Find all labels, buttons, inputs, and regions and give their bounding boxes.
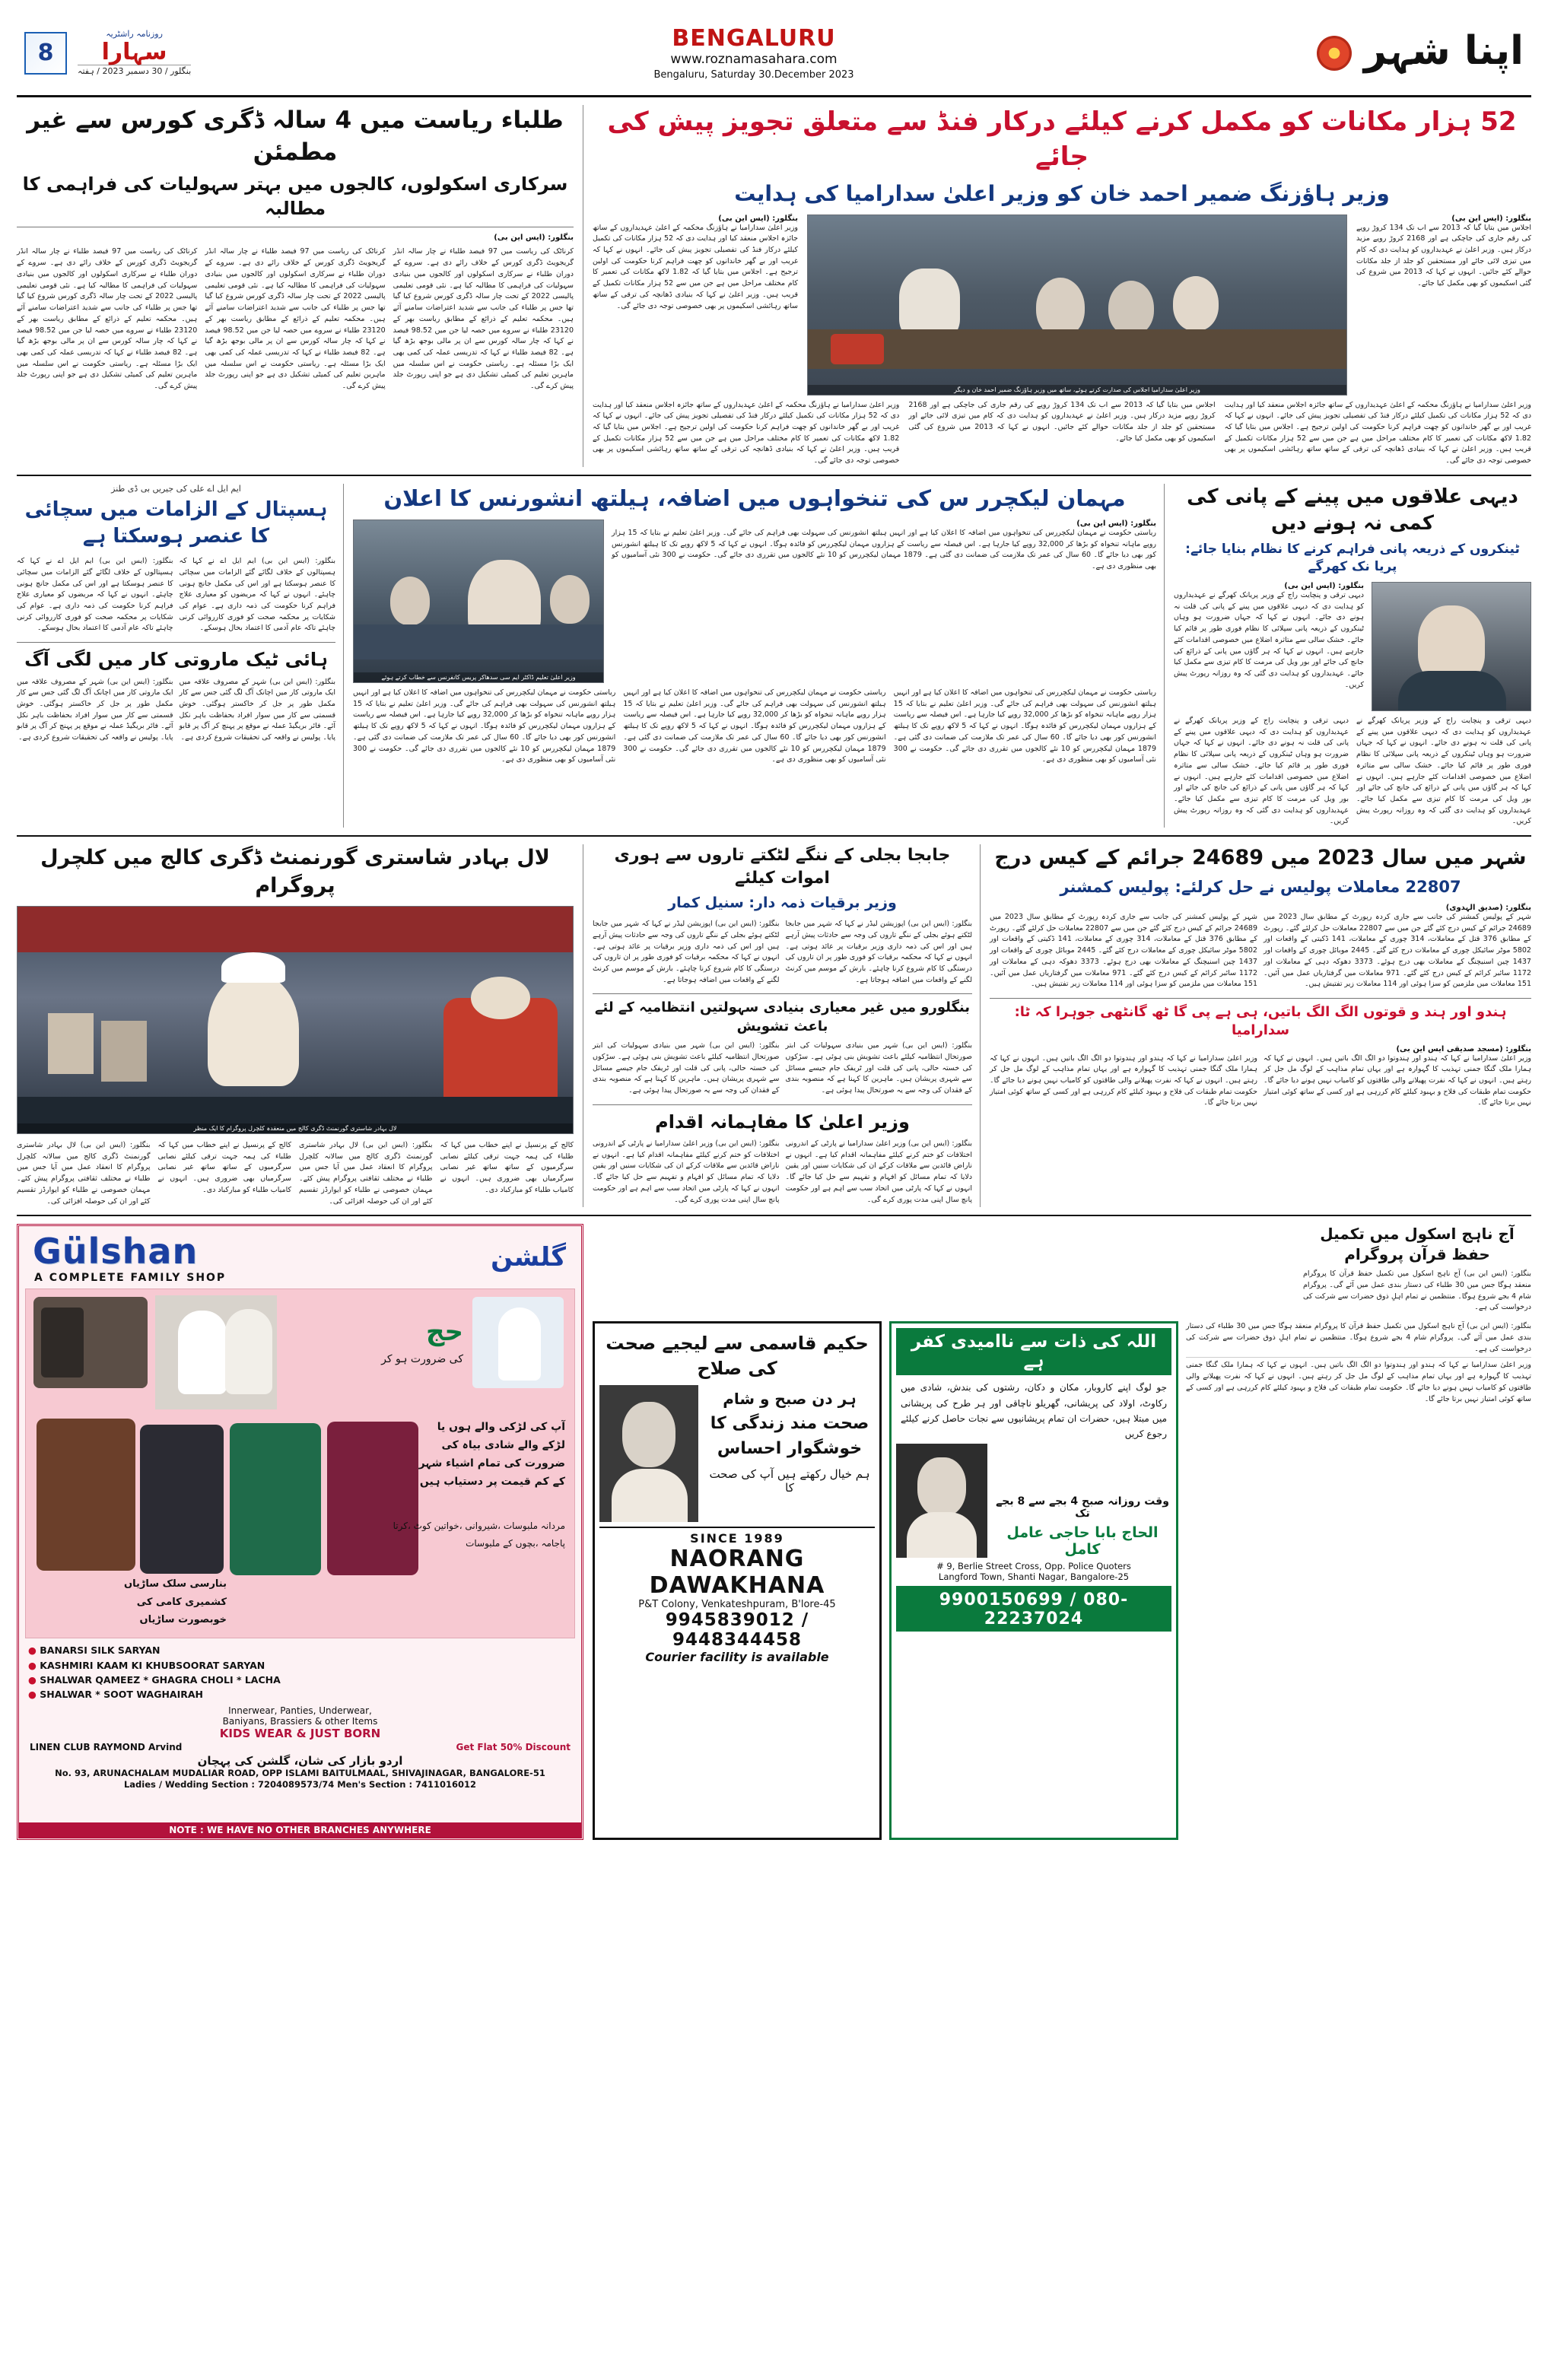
maruti-headline: ہائی ٹیک ماروتی کار میں لگی آگ: [24, 649, 328, 671]
college-body-4: کالج کے پرنسپل نے اپنے خطاب میں کہا کہ طلباء کی ہمہ جہت ترقی کیلئے نصابی سرگرمیوں کے ساتھ ساتھ غیر نصابی سرگرمیاں بھی ضروری ہیں۔ انہوں نے کامیاب طلباء کو مبارکباد دی۔: [440, 1141, 574, 1194]
gulshan-note: NOTE : WE HAVE NO OTHER BRANCHES ANYWHERE: [19, 1822, 581, 1838]
guest-byline: بنگلور: (ایس این بی): [1076, 520, 1156, 529]
article-quran: [1303, 1224, 1531, 1314]
gulshan-inner-line-2: Baniyans, Brassiers & other Items: [222, 1715, 378, 1727]
article-students: [17, 105, 583, 467]
cm-headline: وزیر اعلیٰ کا مفاہمانہ اقدام: [655, 1111, 910, 1133]
guest-photo-caption: وزیر اعلیٰ تعلیم ڈاکٹر ایم سی سدھاکر پریس کانفرنس سے خطاب کرتے ہوئے: [354, 672, 603, 682]
lead-body-extra3: وزیر اعلیٰ سدارامیا نے ہاؤزنگ محکمہ کے اعلیٰ عہدیداروں کے ساتھ جائزہ اجلاس منعقد کیا اور ہدایت دی کہ 52 ہزار مکانات کی تکمیل کیلئے درکار فنڈ کی تفصیلی تجویز پیش کی جائے۔ انہوں نے کہا کہ غریب اور بے گھر خاندانوں کو چھت فراہم کرنا حکومت کی اولین ترجیح ہے۔ اجلاس میں بتایا گیا کہ 1.82 لاکھ مکانات کی تعمیر کا کام مختلف مراحل میں ہے جن میں سے 52 ہزار مکانات تکمیل کے قریب ہیں۔ وزیر اعلیٰ نے کہا کہ بنیادی ڈھانچہ کی ترقی کے ساتھ ساتھ رہائشی اسکیموں پر بھی خصوصی توجہ دی جائے گی۔: [1224, 400, 1531, 466]
naorang-address: P&T Colony, Venkateshpuram, B'lore-45: [638, 1598, 836, 1610]
naorang-phone[interactable]: 9945839012 / 9448344458: [665, 1609, 809, 1650]
hospital-body-2: بنگلور: (ایس این بی) ایم ایل اے نے کہا کہ ہسپتالوں کے خلاف لگائے گئے الزامات میں سچائی کا عنصر ہوسکتا ہے اور اس کی مکمل جانچ ہونی چاہئے۔ انہوں نے کہا کہ مریضوں کو معیاری علاج فراہم کرنا حکومت کی ذمہ داری ہے۔ عوام کی شکایات پر محکمہ صحت کو فوری کارروائی کرنی چاہئے تاکہ عام آدمی کا اعتماد بحال ہوسکے۔: [179, 557, 335, 633]
hindu-headline: ہندو اور ہند و قوتوں الگ الگ باتیں، ہی ہے پی گا ٹھ گانٹھی جوہرا کہ ٹا: سدارامیا: [1014, 1003, 1507, 1039]
masthead: [17, 14, 1531, 97]
issue-date: Bengaluru, Saturday 30.December 2023: [653, 69, 854, 81]
electric-body-2: بنگلور: (ایس این بی) اپوزیشن لیڈر نے کہا کہ شہر میں جابجا لٹکتے ہوئے بجلی کے ننگے تاروں کی وجہ سے حادثات پیش آرہے ہیں اور اس کی ذمہ داری وزیر برقیات پر عائد ہوتی ہے۔ انہوں نے کہا کہ محکمہ برقیات کو فوری طور پر ان تاروں کی درستگی کا کام شروع کرنا چاہئے۔ بارش کے موسم میں کرنٹ لگنے کے واقعات میں اضافہ ہوجاتا ہے۔: [785, 920, 972, 984]
hindu-body-1: وزیر اعلیٰ سدارامیا نے کہا کہ ہندو اور ہندوتوا دو الگ الگ باتیں ہیں۔ انہوں نے کہا کہ ہمارا ملک گنگا جمنی تہذیب کا گہوارہ ہے اور یہاں تمام مذاہب کے لوگ مل جل کر رہتے ہیں۔ انہوں نے کہا کہ نفرت پھیلانے والی طاقتوں کو کامیاب نہیں ہونے دیا جائے گا۔ حکومت تمام طبقات کی فلاح و بہبود کیلئے کام کررہی ہے اور کسی کے ساتھ کوئی امتیاز نہیں برتا جائے گا۔: [990, 1053, 1257, 1107]
lead-headline-sub: وزیر ہاؤزنگ ضمیر احمد خان کو وزیر اعلیٰ سدارامیا کی ہدایت: [734, 180, 1390, 206]
crime-byline: بنگلور: (صدیق الہدوی): [1445, 903, 1531, 912]
water-headline: دیہی علاقوں میں پینے کے پانی کی کمی نہ ہونے دیں: [1187, 485, 1518, 535]
section-nameplate: اپنا شہر: [1363, 27, 1524, 74]
water-photo: [1372, 582, 1531, 711]
college-photo: [17, 906, 574, 1134]
page-content: [17, 105, 1531, 1840]
hakeem-line-3: خوشگوار احساس: [717, 1438, 863, 1458]
gulshan-wedding-text: آپ کی لڑکی والے ہوں یا لڑکے والے شادی بیاہ کی ضرورت کی تمام اشیاء شہر کے کم قیمت پر دستیاب ہیں: [418, 1421, 565, 1488]
page-number: 8: [24, 32, 67, 75]
aamil-timing: وقت روزانہ صبح 4 بجے سے 8 بجے تک: [996, 1495, 1169, 1520]
hospital-headline: ہسپتال کے الزامات میں سچائی کا عنصر ہوسکتا ہے: [24, 497, 328, 548]
quran-body-cont: بنگلور: (ایس این بی) آج ناہج اسکول میں تکمیل حفظ قرآن کا پروگرام منعقد ہوگا جس میں 30 طلباء کی دستار بندی عمل میں آئے گی۔ پروگرام شام 4 بجے شروع ہوگا۔ منتظمین نے تمام اہلِ ذوق حضرات سے شرکت کی درخواست کی ہے۔: [1186, 1322, 1532, 1353]
gulshan-inner-line-1: Innerwear, Panties, Underwear,: [228, 1705, 372, 1716]
maruti-body-1: بنگلور: (ایس این بی) شہر کے مصروف علاقہ میں ایک ماروتی کار میں اچانک آگ لگ گئی جس سے کار مکمل طور پر جل کر خاکستر ہوگئی۔ خوش قسمتی سے کار میں سوار افراد بحفاظت باہر نکل آئے۔ فائر بریگیڈ عملہ نے موقع پر پہنچ کر آگ پر قابو پایا۔ پولیس نے واقعہ کی تحقیقات شروع کردی ہے۔: [17, 677, 173, 742]
naorang-since: SINCE 1989: [599, 1527, 875, 1546]
naorang-name: NAORANG DAWAKHANA: [649, 1545, 825, 1599]
aamil-name: الحاج بابا حاجی عامل کامل: [1006, 1524, 1159, 1558]
gulshan-list-en-1: BANARSI SILK SARYAN: [40, 1644, 161, 1657]
ad-gulshan[interactable]: Gülshan A COMPLETE FAMILY SHOP گلشن حج کی ضرورت ہو کر آپ کی لڑکی والے ہوں یا لڑکے والے شادی بیاہ کی ضرورت کی تمام اشیاء شہر کے کم قیمت پر دستیاب ہیں مردانہ ملبوسات ،شیروانی ،خواتین کوٹ ،کرتا پاجامہ ،بچوں کے ملبوسات بنارسی سلک ساڑیاں کشمیری کامی کی خوبصورت ساڑیاں ● BANARSI SILK SARYAN ● KASHMIRI KAAM KI KHUBSOORAT SARYAN ● SHALWAR QAMEEZ * GHAGRA CHOLI * LACHA ● SHALWAR * SOOT WAGHAIRAH Innerwear, Panties, Underwear, Baniyans, Brassiers & other Items KIDS WEAR & JUST BORN LINEN CLUB RAYMOND Arvind Get Flat 50% Discount اردو بازار کی شان، گلشن کی پہچان No. 93, ARUNACHALAM MUDALIAR ROAD, OPP ISLAMI BAITULMAAL, SHIVAJINAGAR, BANGALORE-51 Ladies / Wedding Section : 7204089573/74 Men's Section : 7411016012 NOTE : WE HAVE NO OTHER BRANCHES ANYWHERE: [17, 1224, 583, 1840]
bescom-body-1: بنگلور: (ایس این بی) شہر میں بنیادی سہولیات کی ابتر صورتحال انتظامیہ کیلئے باعث تشویش بنی ہوئی ہے۔ سڑکوں کی خستہ حالی، پانی کی قلت اور ٹریفک جام جیسے مسائل سے شہری پریشان ہیں۔ ماہرین کا کہنا ہے کہ منصوبہ بندی کے فقدان کی وجہ سے یہ صورتحال پیدا ہوئی ہے۔: [593, 1041, 780, 1095]
aamil-headline: اللہ کی ذات سے ناامیدی کفر ہے: [896, 1328, 1171, 1375]
cm-body-1: بنگلور: (ایس این بی) وزیر اعلیٰ سدارامیا نے پارٹی کے اندرونی اختلافات کو ختم کرنے کیلئے مفاہمانہ اقدام کیا ہے۔ انہوں نے ناراض قائدین سے ملاقات کرکے ان کی شکایات سنیں اور یقین دلایا کہ تمام مسائل کو افہام و تفہیم سے حل کیا جائے گا۔ انہوں نے کہا کہ پارٹی میں اتحاد سب سے اہم ہے اور حکومت پانچ سال اپنی مدت پوری کرے گی۔: [593, 1139, 780, 1204]
hospital-body-1: بنگلور: (ایس این بی) ایم ایل اے نے کہا کہ ہسپتالوں کے خلاف لگائے گئے الزامات میں سچائی کا عنصر ہوسکتا ہے اور اس کی مکمل جانچ ہونی چاہئے۔ انہوں نے کہا کہ مریضوں کو معیاری علاج فراہم کرنا حکومت کی ذمہ داری ہے۔ عوام کی شکایات پر محکمہ صحت کو فوری کارروائی کرنی چاہئے تاکہ عام آدمی کا اعتماد بحال ہوسکے۔: [17, 557, 173, 633]
aamil-portrait: [896, 1444, 987, 1558]
gulshan-title-urdu: گلشن: [491, 1242, 566, 1273]
gulshan-urdu-footer: اردو بازار کی شان، گلشن کی پہچان: [197, 1753, 403, 1768]
students-body-col1: کرناٹک کی ریاست میں 97 فیصد طلباء نے چار سالہ انڈر گریجویٹ ڈگری کورس کے خلاف رائے دی ہے۔ سروے کے دوران طلباء نے سرکاری اسکولوں اور کالجوں میں بنیادی سہولیات کی فراہمی کا مطالبہ کیا ہے۔ نئی قومی تعلیمی پالیسی 2022 کے تحت چار سالہ ڈگری کورس شروع کیا گیا تھا جس پر طلباء کی جانب سے شدید اعتراضات سامنے آئے ہیں۔ محکمہ تعلیم کے ذرائع کے مطابق ریاست بھر کے 23120 طلباء نے سروے میں حصہ لیا جن میں 98.52 فیصد نے کہا کہ چار سالہ کورس سے ان پر مالی بوجھ بڑھ گیا ہے۔ 82 فیصد طلباء نے کہا کہ تدریسی عملہ کی کمی بھی ایک بڑا مسئلہ ہے۔ ریاستی حکومت نے اس سلسلہ میں ماہرین تعلیم کی کمیٹی تشکیل دی ہے جو اپنی رپورٹ جلد پیش کرے گی۔: [17, 247, 198, 391]
ad-naorang[interactable]: [593, 1321, 882, 1840]
electric-headline: جابجا بجلی کے ننگے لٹکتے تاروں سے ہوری اموات کیلئے: [614, 846, 951, 888]
crime-headline: شہر میں سال 2023 میں 24689 جرائم کے کیس درج: [994, 846, 1527, 870]
gulshan-list-en-3: SHALWAR QAMEEZ * GHAGRA CHOLI * LACHA: [40, 1674, 281, 1686]
bescom-headline: بنگلورو میں غیر معیاری بنیادی سہولتیں انتظامیہ کے لئے باعث تشویش: [594, 999, 971, 1034]
water-photo-wrap: [1372, 582, 1531, 711]
divider-3: [17, 1215, 1531, 1216]
city-name: BENGALURU: [672, 25, 836, 52]
gulshan-mens-list: مردانہ ملبوسات ،شیروانی ،خواتین کوٹ ،کرتا پاجامہ ،بچوں کے ملبوسات: [393, 1520, 565, 1549]
aamil-body: جو لوگ اپنے کاروبار، مکان و دکان، رشتوں کی بندش، شادی میں رکاوٹ، اولاد کی پریشانی، گھریلو ناچاقی اور ہر طرح کی پریشانی میں مبتلا ہیں، حضرات ان تمام پریشانیوں سے نجات حاصل کرنے کیلئے رجوع کریں: [901, 1382, 1167, 1440]
maruti-body-2: بنگلور: (ایس این بی) شہر کے مصروف علاقہ میں ایک ماروتی کار میں اچانک آگ لگ گئی جس سے کار مکمل طور پر جل کر خاکستر ہوگئی۔ خوش قسمتی سے کار میں سوار افراد بحفاظت باہر نکل آئے۔ فائر بریگیڈ عملہ نے موقع پر پہنچ کر آگ پر قابو پایا۔ پولیس نے واقعہ کی تحقیقات شروع کردی ہے۔: [179, 677, 335, 742]
article-water: [1174, 484, 1531, 828]
lead-photo-wrap: [807, 214, 1347, 396]
lead-col-right: [1356, 214, 1531, 396]
lead-body-extra1: وزیر اعلیٰ سدارامیا نے ہاؤزنگ محکمہ کے اعلیٰ عہدیداروں کے ساتھ جائزہ اجلاس منعقد کیا اور ہدایت دی کہ 52 ہزار مکانات کی تکمیل کیلئے درکار فنڈ کی تفصیلی تجویز پیش کی جائے۔ انہوں نے کہا کہ غریب اور بے گھر خاندانوں کو چھت فراہم کرنا حکومت کی اولین ترجیح ہے۔ اجلاس میں بتایا گیا کہ 1.82 لاکھ مکانات کی تعمیر کا کام مختلف مراحل میں ہے جن میں سے 52 ہزار مکانات تکمیل کے قریب ہیں۔ وزیر اعلیٰ نے کہا کہ بنیادی ڈھانچہ کی ترقی کے ساتھ ساتھ رہائشی اسکیموں پر بھی خصوصی توجہ دی جائے گی۔: [593, 400, 900, 466]
guest-headline: مہمان لیکچرر س کی تنخواہوں میں اضافہ، ہیلتھ انشورنس کا اعلان: [383, 485, 1126, 511]
students-body-col2: کرناٹک کی ریاست میں 97 فیصد طلباء نے چار سالہ انڈر گریجویٹ ڈگری کورس کے خلاف رائے دی ہے۔ سروے کے دوران طلباء نے سرکاری اسکولوں اور کالجوں میں بنیادی سہولیات کی فراہمی کا مطالبہ کیا ہے۔ نئی قومی تعلیمی پالیسی 2022 کے تحت چار سالہ ڈگری کورس شروع کیا گیا تھا جس پر طلباء کی جانب سے شدید اعتراضات سامنے آئے ہیں۔ محکمہ تعلیم کے ذرائع کے مطابق ریاست بھر کے 23120 طلباء نے سروے میں حصہ لیا جن میں 98.52 فیصد نے کہا کہ چار سالہ کورس سے ان پر مالی بوجھ بڑھ گیا ہے۔ 82 فیصد طلباء نے کہا کہ تدریسی عملہ کی کمی بھی ایک بڑا مسئلہ ہے۔ ریاستی حکومت نے اس سلسلہ میں ماہرین تعلیم کی کمیٹی تشکیل دی ہے جو اپنی رپورٹ جلد پیش کرے گی۔: [205, 247, 386, 391]
lead-body-left: وزیر اعلیٰ سدارامیا نے ہاؤزنگ محکمہ کے اعلیٰ عہدیداروں کے ساتھ جائزہ اجلاس منعقد کیا اور ہدایت دی کہ 52 ہزار مکانات کی تکمیل کیلئے درکار فنڈ کی تفصیلی تجویز پیش کی جائے۔ انہوں نے کہا کہ غریب اور بے گھر خاندانوں کو چھت فراہم کرنا حکومت کی اولین ترجیح ہے۔ اجلاس میں بتایا گیا کہ 1.82 لاکھ مکانات کی تعمیر کا کام مختلف مراحل میں ہے جن میں سے 52 ہزار مکانات تکمیل کے قریب ہیں۔ وزیر اعلیٰ نے کہا کہ بنیادی ڈھانچہ کی ترقی کے ساتھ ساتھ رہائشی اسکیموں پر بھی خصوصی توجہ دی جائے گی۔: [593, 223, 799, 310]
article-lead: [593, 105, 1531, 467]
gulshan-kids: KIDS WEAR & JUST BORN: [219, 1726, 381, 1740]
divider-1: [17, 475, 1531, 476]
article-crime: [990, 844, 1531, 1207]
lead-body-extra2: اجلاس میں بتایا گیا کہ 2013 سے اب تک 134 کروڑ روپے کی رقم جاری کی جاچکی ہے اور 2168 کروڑ روپے مزید درکار ہیں۔ وزیر اعلیٰ نے عہدیداروں کو ہدایت دی کہ کام میں تیزی لائی جائے اور مستحقین کو جلد از جلد مکانات حوالے کئے جائیں۔ انہوں نے کہا کہ 2013 میں شروع کی گئی اسکیموں کو بھی مکمل کیا جائے۔: [908, 400, 1216, 443]
gulshan-address: No. 93, ARUNACHALAM MUDALIAR ROAD, OPP ISLAMI BAITULMAAL, SHIVAJINAGAR, BANGALORE-51: [55, 1767, 545, 1778]
students-headline-1: طلباء ریاست میں 4 سالہ ڈگری کورس سے غیر مطمئن: [27, 106, 564, 166]
cm-body-2: بنگلور: (ایس این بی) وزیر اعلیٰ سدارامیا نے پارٹی کے اندرونی اختلافات کو ختم کرنے کیلئے مفاہمانہ اقدام کیا ہے۔ انہوں نے ناراض قائدین سے ملاقات کرکے ان کی شکایات سنیں اور یقین دلایا کہ تمام مسائل کو افہام و تفہیم سے حل کیا جائے گا۔ انہوں نے کہا کہ پارٹی میں اتحاد سب سے اہم ہے اور حکومت پانچ سال اپنی مدت پوری کرے گی۔: [785, 1139, 972, 1204]
lead-col-left: [593, 214, 798, 396]
lead-headline-main: 52 ہزار مکانات کو مکمل کرنے کیلئے درکار فنڈ سے متعلق تجویز پیش کی جائے: [607, 106, 1517, 172]
hospital-kicker: ایم ایل اے علی کی جیریں بی ڈی طنز: [111, 483, 241, 494]
electric-subhead: وزیر برقیات ذمہ دار: سنیل کمار: [668, 894, 897, 911]
lead-body-right: اجلاس میں بتایا گیا کہ 2013 سے اب تک 134 کروڑ روپے کی رقم جاری کی جاچکی ہے اور 2168 کروڑ روپے مزید درکار ہیں۔ وزیر اعلیٰ نے عہدیداروں کو ہدایت دی کہ کام میں تیزی لائی جائے اور مستحقین کو جلد از جلد مکانات حوالے کئے جائیں۔ انہوں نے کہا کہ 2013 میں شروع کی گئی اسکیموں کو بھی مکمل کیا جائے۔: [1356, 223, 1531, 288]
crime-body-2: شہر کے پولیس کمشنر کی جانب سے جاری کردہ رپورٹ کے مطابق سال 2023 میں 24689 جرائم کے کیس درج کئے گئے جن میں سے 22807 معاملات حل کرلئے گئے۔ رپورٹ کے مطابق 376 قتل کے معاملات، 314 چوری کے معاملات، 141 ڈکیتی کے واقعات اور 5802 موٹر سائیکل چوری کے معاملات درج کئے گئے۔ 2445 موبائل چوری کے واقعات اور 1437 چین اسنیچنگ کے معاملات بھی درج ہوئے۔ 3373 دھوکہ دہی کے معاملات اور 1172 سائبر کرائم کے کیس درج کئے گئے۔ 971 معاملات میں گرفتاریاں عمل میں آئیں۔ 151 معاملات میں ملزمین کو سزا ہوئی اور 114 معاملات زیر تفتیش ہیں۔: [1264, 912, 1532, 989]
guest-photo-wrap: [353, 520, 604, 683]
sahara-logo: [78, 30, 191, 75]
lead-byline-right: بنگلور: (ایس این بی): [1451, 214, 1531, 223]
ads-bottom-row: [593, 1321, 1531, 1840]
gulshan-phones[interactable]: Ladies / Wedding Section : 7204089573/74 Men's Section : 7411016012: [123, 1778, 477, 1790]
logo-main-text: سہارا: [101, 38, 167, 65]
aamil-phone[interactable]: 9900150699 / 080-22237024: [896, 1586, 1171, 1632]
guest-body-2: ریاستی حکومت نے مہمان لیکچررس کی تنخواہوں میں اضافہ کا اعلان کیا ہے اور انہیں ہیلتھ انشورنس کی سہولت بھی فراہم کی جائے گی۔ وزیر اعلیٰ تعلیم نے بتایا کہ 15 ہزار روپے ماہانہ تنخواہ کو بڑھا کر 32,000 روپے کیا جارہا ہے۔ اس فیصلہ سے ریاست کے ہزاروں مہمان لیکچررس کو فائدہ ہوگا۔ انہوں نے کہا کہ 5 لاکھ روپے تک کا ہیلتھ انشورنس کور بھی دیا جائے گا۔ 60 سال کی عمر تک ملازمت کی ضمانت دی گئی ہے۔ 1879 مہمان لیکچررس کو 10 نئے کالجوں میں تقرری دی جائے گی۔ حکومت نے 300 نئی آسامیوں کو بھی منظوری دی ہے۔: [353, 688, 616, 764]
gulshan-item-2: کشمیری کامی کی: [136, 1596, 227, 1608]
website-url[interactable]: www.roznamasahara.com: [670, 52, 838, 67]
article-hospital: [17, 484, 344, 828]
bescom-body-2: بنگلور: (ایس این بی) شہر میں بنیادی سہولیات کی ابتر صورتحال انتظامیہ کیلئے باعث تشویش بنی ہوئی ہے۔ سڑکوں کی خستہ حالی، پانی کی قلت اور ٹریفک جام جیسے مسائل سے شہری پریشان ہیں۔ ماہرین کا کہنا ہے کہ منصوبہ بندی کے فقدان کی وجہ سے یہ صورتحال پیدا ہوئی ہے۔: [785, 1041, 972, 1095]
flower-ornament-icon: [1317, 36, 1352, 71]
college-photo-caption: لال بہادر شاستری گورنمنٹ ڈگری کالج میں منعقدہ کلچرل پروگرام کا ایک منظر: [17, 1123, 573, 1133]
quran-headline: آج ناہج اسکول میں تکمیل حفظ قرآن پروگرام: [1320, 1225, 1515, 1264]
masthead-left: [24, 30, 191, 75]
water-subhead: ٹینکروں کے ذریعہ پانی فراہم کرنے کا نظام بنایا جائے: پریا نک کھرگے: [1185, 542, 1520, 575]
guest-photo: [353, 520, 604, 683]
hakeem-line-2: صحت مند زندگی کا: [710, 1413, 869, 1433]
masthead-center: [191, 25, 1317, 81]
gulshan-hajj-label: حج: [425, 1317, 463, 1348]
gulshan-title: Gülshan: [33, 1231, 199, 1273]
naorang-courier: Courier facility is available: [645, 1649, 829, 1664]
hindu-body-cont: وزیر اعلیٰ سدارامیا نے کہا کہ ہندو اور ہندوتوا دو الگ الگ باتیں ہیں۔ انہوں نے کہا کہ ہمارا ملک گنگا جمنی تہذیب کا گہوارہ ہے اور یہاں تمام مذاہب کے لوگ مل جل کر رہتے ہیں۔ انہوں نے کہا کہ نفرت پھیلانے والی طاقتوں کو کامیاب نہیں ہونے دیا جائے گا۔ حکومت تمام طبقات کی فلاح و بہبود کیلئے کام کررہی ہے اور کسی کے ساتھ کوئی امتیاز نہیں برتا جائے گا۔: [1186, 1361, 1531, 1403]
students-body-col3: کرناٹک کی ریاست میں 97 فیصد طلباء نے چار سالہ انڈر گریجویٹ ڈگری کورس کے خلاف رائے دی ہے۔ سروے کے دوران طلباء نے سرکاری اسکولوں اور کالجوں میں بنیادی سہولیات کی فراہمی کا مطالبہ کیا ہے۔ نئی قومی تعلیمی پالیسی 2022 کے تحت چار سالہ ڈگری کورس شروع کیا گیا تھا جس پر طلباء کی جانب سے شدید اعتراضات سامنے آئے ہیں۔ محکمہ تعلیم کے ذرائع کے مطابق ریاست بھر کے 23120 طلباء نے سروے میں حصہ لیا جن میں 98.52 فیصد نے کہا کہ چار سالہ کورس سے ان پر مالی بوجھ بڑھ گیا ہے۔ 82 فیصد طلباء نے کہا کہ تدریسی عملہ کی کمی بھی ایک بڑا مسئلہ ہے۔ ریاستی حکومت نے اس سلسلہ میں ماہرین تعلیم کی کمیٹی تشکیل دی ہے جو اپنی رپورٹ جلد پیش کرے گی۔: [393, 247, 574, 391]
article-college: [17, 844, 583, 1207]
bottom-text-column: [1186, 1321, 1531, 1840]
top-row: [17, 105, 1531, 467]
bottom-top-strip: [593, 1224, 1531, 1314]
third-row: [17, 844, 1531, 1207]
hakeem-line-1: ہر دن صبح و شام: [723, 1389, 857, 1408]
aamil-address-1: # 9, Berlie Street Cross, Opp. Police Quoters: [936, 1560, 1131, 1571]
lead-photo: [807, 214, 1347, 396]
article-guest-lecturers: [353, 484, 1165, 828]
masthead-right: [1317, 27, 1524, 75]
crime-subhead: 22807 معاملات پولیس نے حل کرلئے: پولیس کمشنر: [1060, 877, 1461, 896]
gulshan-list-en-4: SHALWAR * SOOT WAGHAIRAH: [40, 1689, 204, 1701]
guest-body-1: ریاستی حکومت نے مہمان لیکچررس کی تنخواہوں میں اضافہ کا اعلان کیا ہے اور انہیں ہیلتھ انشورنس کی سہولت بھی فراہم کی جائے گی۔ وزیر اعلیٰ تعلیم نے بتایا کہ 15 ہزار روپے ماہانہ تنخواہ کو بڑھا کر 32,000 روپے کیا جارہا ہے۔ اس فیصلہ سے ریاست کے ہزاروں مہمان لیکچررس کو فائدہ ہوگا۔ انہوں نے کہا کہ 5 لاکھ روپے تک کا ہیلتھ انشورنس کور بھی دیا جائے گا۔ 60 سال کی عمر تک ملازمت کی ضمانت دی گئی ہے۔ 1879 مہمان لیکچررس کو 10 نئے کالجوں میں تقرری دی جائے گی۔ حکومت نے 300 نئی آسامیوں کو بھی منظوری دی ہے۔: [612, 529, 1156, 571]
gulshan-subtitle: A COMPLETE FAMILY SHOP: [34, 1272, 227, 1285]
guest-body-3: ریاستی حکومت نے مہمان لیکچررس کی تنخواہوں میں اضافہ کا اعلان کیا ہے اور انہیں ہیلتھ انشورنس کی سہولت بھی فراہم کی جائے گی۔ وزیر اعلیٰ تعلیم نے بتایا کہ 15 ہزار روپے ماہانہ تنخواہ کو بڑھا کر 32,000 روپے کیا جارہا ہے۔ اس فیصلہ سے ریاست کے ہزاروں مہمان لیکچررس کو فائدہ ہوگا۔ انہوں نے کہا کہ 5 لاکھ روپے تک کا ہیلتھ انشورنس کور بھی دیا جائے گا۔ 60 سال کی عمر تک ملازمت کی ضمانت دی گئی ہے۔ 1879 مہمان لیکچررس کو 10 نئے کالجوں میں تقرری دی جائے گی۔ حکومت نے 300 نئی آسامیوں کو بھی منظوری دی ہے۔: [623, 688, 886, 764]
gulshan-discount: Get Flat 50% Discount: [456, 1741, 571, 1752]
hakeem-portrait: [599, 1385, 698, 1522]
college-body-2: کالج کے پرنسپل نے اپنے خطاب میں کہا کہ طلباء کی ہمہ جہت ترقی کیلئے نصابی سرگرمیوں کے ساتھ ساتھ غیر نصابی سرگرمیاں بھی ضروری ہیں۔ انہوں نے کامیاب طلباء کو مبارکباد دی۔: [157, 1141, 291, 1194]
quran-body: بنگلور: (ایس این بی) آج ناہج اسکول میں تکمیل حفظ قرآن کا پروگرام منعقد ہوگا جس میں 30 طلباء کی دستار بندی عمل میں آئے گی۔ پروگرام شام 4 بجے شروع ہوگا۔ منتظمین نے تمام اہلِ ذوق حضرات سے شرکت کی درخواست کی ہے۔: [1303, 1269, 1531, 1312]
logo-date-line: بنگلور / 30 دسمبر 2023 / ہفتہ: [78, 65, 192, 76]
ads-row: [17, 1224, 1531, 1840]
students-headline-2: سرکاری اسکولوں، کالجوں میں بہتر سہولیات کی فراہمی کا مطالبہ: [22, 173, 568, 220]
electric-body-1: بنگلور: (ایس این بی) اپوزیشن لیڈر نے کہا کہ شہر میں جابجا لٹکتے ہوئے بجلی کے ننگے تاروں کی وجہ سے حادثات پیش آرہے ہیں اور اس کی ذمہ داری وزیر برقیات پر عائد ہوتی ہے۔ انہوں نے کہا کہ محکمہ برقیات کو فوری طور پر ان تاروں کی درستگی کا کام شروع کرنا چاہئے۔ بارش کے موسم میں کرنٹ لگنے کے واقعات میں اضافہ ہوجاتا ہے۔: [593, 920, 780, 984]
crime-body-1: شہر کے پولیس کمشنر کی جانب سے جاری کردہ رپورٹ کے مطابق سال 2023 میں 24689 جرائم کے کیس درج کئے گئے جن میں سے 22807 معاملات حل کرلئے گئے۔ رپورٹ کے مطابق 376 قتل کے معاملات، 314 چوری کے معاملات، 141 ڈکیتی کے واقعات اور 5802 موٹر سائیکل چوری کے معاملات درج کئے گئے۔ 2445 موبائل چوری کے واقعات اور 1437 چین اسنیچنگ کے معاملات بھی درج ہوئے۔ 3373 دھوکہ دہی کے معاملات اور 1172 سائبر کرائم کے کیس درج کئے گئے۔ 971 معاملات میں گرفتاریاں عمل میں آئیں۔ 151 معاملات میں ملزمین کو سزا ہوئی اور 114 معاملات زیر تفتیش ہیں۔: [990, 912, 1258, 989]
gulshan-item-3: خوبصورت ساڑیاں: [139, 1613, 227, 1625]
second-row: [17, 484, 1531, 828]
water-body-2: دیہی ترقی و پنچایت راج کے وزیر پریانک کھرگے نے عہدیداروں کو ہدایت دی کہ دیہی علاقوں میں پینے کے پانی کی قلت نہ ہونے دی جائے۔ انہوں نے کہا کہ جہاں ضرورت ہو وہاں ٹینکروں کے ذریعہ پانی سپلائی کا نظام فوری طور پر قائم کیا جائے۔ خشک سالی سے متاثرہ اضلاع میں خصوصی اقدامات کئے جارہے ہیں۔ انہوں نے کہا کہ ہر گاؤں میں پانی کے ذرائع کی جانچ کی جائے اور بور ویل کی مرمت کا کام تیزی سے مکمل کیا جائے۔ عہدیداروں کو ہدایت دی گئی کہ وہ روزانہ رپورٹ پیش کریں۔: [1174, 716, 1349, 826]
college-headline: لال بہادر شاستری گورنمنٹ ڈگری کالج میں کلچرل پروگرام: [40, 846, 550, 898]
water-body-1: دیہی ترقی و پنچایت راج کے وزیر پریانک کھرگے نے عہدیداروں کو ہدایت دی کہ دیہی علاقوں میں پینے کے پانی کی قلت نہ ہونے دی جائے۔ انہوں نے کہا کہ جہاں ضرورت ہو وہاں ٹینکروں کے ذریعہ پانی سپلائی کا نظام فوری طور پر قائم کیا جائے۔ خشک سالی سے متاثرہ اضلاع میں خصوصی اقدامات کئے جارہے ہیں۔ انہوں نے کہا کہ ہر گاؤں میں پانی کے ذرائع کی جانچ کی جائے اور بور ویل کی مرمت کا کام تیزی سے مکمل کیا جائے۔ عہدیداروں کو ہدایت دی گئی کہ وہ روزانہ رپورٹ پیش کریں۔: [1174, 590, 1364, 689]
water-body-3: دیہی ترقی و پنچایت راج کے وزیر پریانک کھرگے نے عہدیداروں کو ہدایت دی کہ دیہی علاقوں میں پینے کے پانی کی قلت نہ ہونے دی جائے۔ انہوں نے کہا کہ جہاں ضرورت ہو وہاں ٹینکروں کے ذریعہ پانی سپلائی کا نظام فوری طور پر قائم کیا جائے۔ خشک سالی سے متاثرہ اضلاع میں خصوصی اقدامات کئے جارہے ہیں۔ انہوں نے کہا کہ ہر گاؤں میں پانی کے ذرائع کی جانچ کی جائے اور بور ویل کی مرمت کا کام تیزی سے مکمل کیا جائے۔ عہدیداروں کو ہدایت دی گئی کہ وہ روزانہ رپورٹ پیش کریں۔: [1356, 716, 1531, 826]
aamil-address-2: Langford Town, Shanti Nagar, Bangalore-25: [938, 1571, 1130, 1582]
lead-byline-left: بنگلور: (ایس این بی): [718, 214, 798, 223]
logo-top-text: روزنامہ راشٹریہ: [106, 29, 163, 40]
guest-body-4: ریاستی حکومت نے مہمان لیکچررس کی تنخواہوں میں اضافہ کا اعلان کیا ہے اور انہیں ہیلتھ انشورنس کی سہولت بھی فراہم کی جائے گی۔ وزیر اعلیٰ تعلیم نے بتایا کہ 15 ہزار روپے ماہانہ تنخواہ کو بڑھا کر 32,000 روپے کیا جارہا ہے۔ اس فیصلہ سے ریاست کے ہزاروں مہمان لیکچررس کو فائدہ ہوگا۔ انہوں نے کہا کہ 5 لاکھ روپے تک کا ہیلتھ انشورنس کور بھی دیا جائے گا۔ 60 سال کی عمر تک ملازمت کی ضمانت دی گئی ہے۔ 1879 مہمان لیکچررس کو 10 نئے کالجوں میں تقرری دی جائے گی۔ حکومت نے 300 نئی آسامیوں کو بھی منظوری دی ہے۔: [893, 688, 1156, 764]
bottom-right-column: [593, 1224, 1531, 1840]
water-byline: بنگلور: (ایس این بی): [1284, 581, 1364, 590]
students-byline: بنگلور: (ایس این بی): [494, 234, 574, 243]
hindu-byline: بنگلور: (مسجد صدیقی ایس این بی): [1396, 1044, 1531, 1053]
gulshan-item-1: بنارسی سلک ساڑیاں: [124, 1578, 227, 1590]
ad-aamil[interactable]: [889, 1321, 1178, 1840]
college-body-1: بنگلور: (ایس این بی) لال بہادر شاستری گورنمنٹ ڈگری کالج میں سالانہ کلچرل پروگرام کا انعقاد عمل میں آیا جس میں طلباء نے مختلف ثقافتی پروگرام پیش کئے۔ مہمان خصوصی نے طلباء کو ایوارڈز تقسیم کئے اور ان کی حوصلہ افزائی کی۔: [17, 1141, 151, 1206]
hakeem-line-4: ہم خیال رکھتے ہیں آپ کی صحت کا: [709, 1466, 870, 1495]
divider-2: [17, 835, 1531, 837]
gulshan-list-en-2: KASHMIRI KAAM KI KHUBSOORAT SARYAN: [40, 1659, 265, 1671]
hindu-body-2: وزیر اعلیٰ سدارامیا نے کہا کہ ہندو اور ہندوتوا دو الگ الگ باتیں ہیں۔ انہوں نے کہا کہ ہمارا ملک گنگا جمنی تہذیب کا گہوارہ ہے اور یہاں تمام مذاہب کے لوگ مل جل کر رہتے ہیں۔ انہوں نے کہا کہ نفرت پھیلانے والی طاقتوں کو کامیاب نہیں ہونے دیا جائے گا۔ حکومت تمام طبقات کی فلاح و بہبود کیلئے کام کررہی ہے اور کسی کے ساتھ کوئی امتیاز نہیں برتا جائے گا۔: [1264, 1053, 1531, 1107]
gulshan-brands: LINEN CLUB RAYMOND Arvind: [30, 1741, 183, 1752]
lead-photo-caption: وزیر اعلیٰ سدارامیا اجلاس کی صدارت کرتے ہوئے، ساتھ میں وزیر ہاؤزنگ ضمیر احمد خان و دیگر: [808, 385, 1346, 395]
gulshan-hajj-sub: کی ضرورت ہو کر: [381, 1353, 463, 1366]
article-electric: [593, 844, 981, 1207]
hakeem-headline: حکیم قاسمی سے لیجیے صحت کی صلاح: [606, 1333, 869, 1379]
college-body-3: بنگلور: (ایس این بی) لال بہادر شاستری گورنمنٹ ڈگری کالج میں سالانہ کلچرل پروگرام کا انعقاد عمل میں آیا جس میں طلباء نے مختلف ثقافتی پروگرام پیش کئے۔ مہمان خصوصی نے طلباء کو ایوارڈز تقسیم کئے اور ان کی حوصلہ افزائی کی۔: [299, 1141, 433, 1206]
